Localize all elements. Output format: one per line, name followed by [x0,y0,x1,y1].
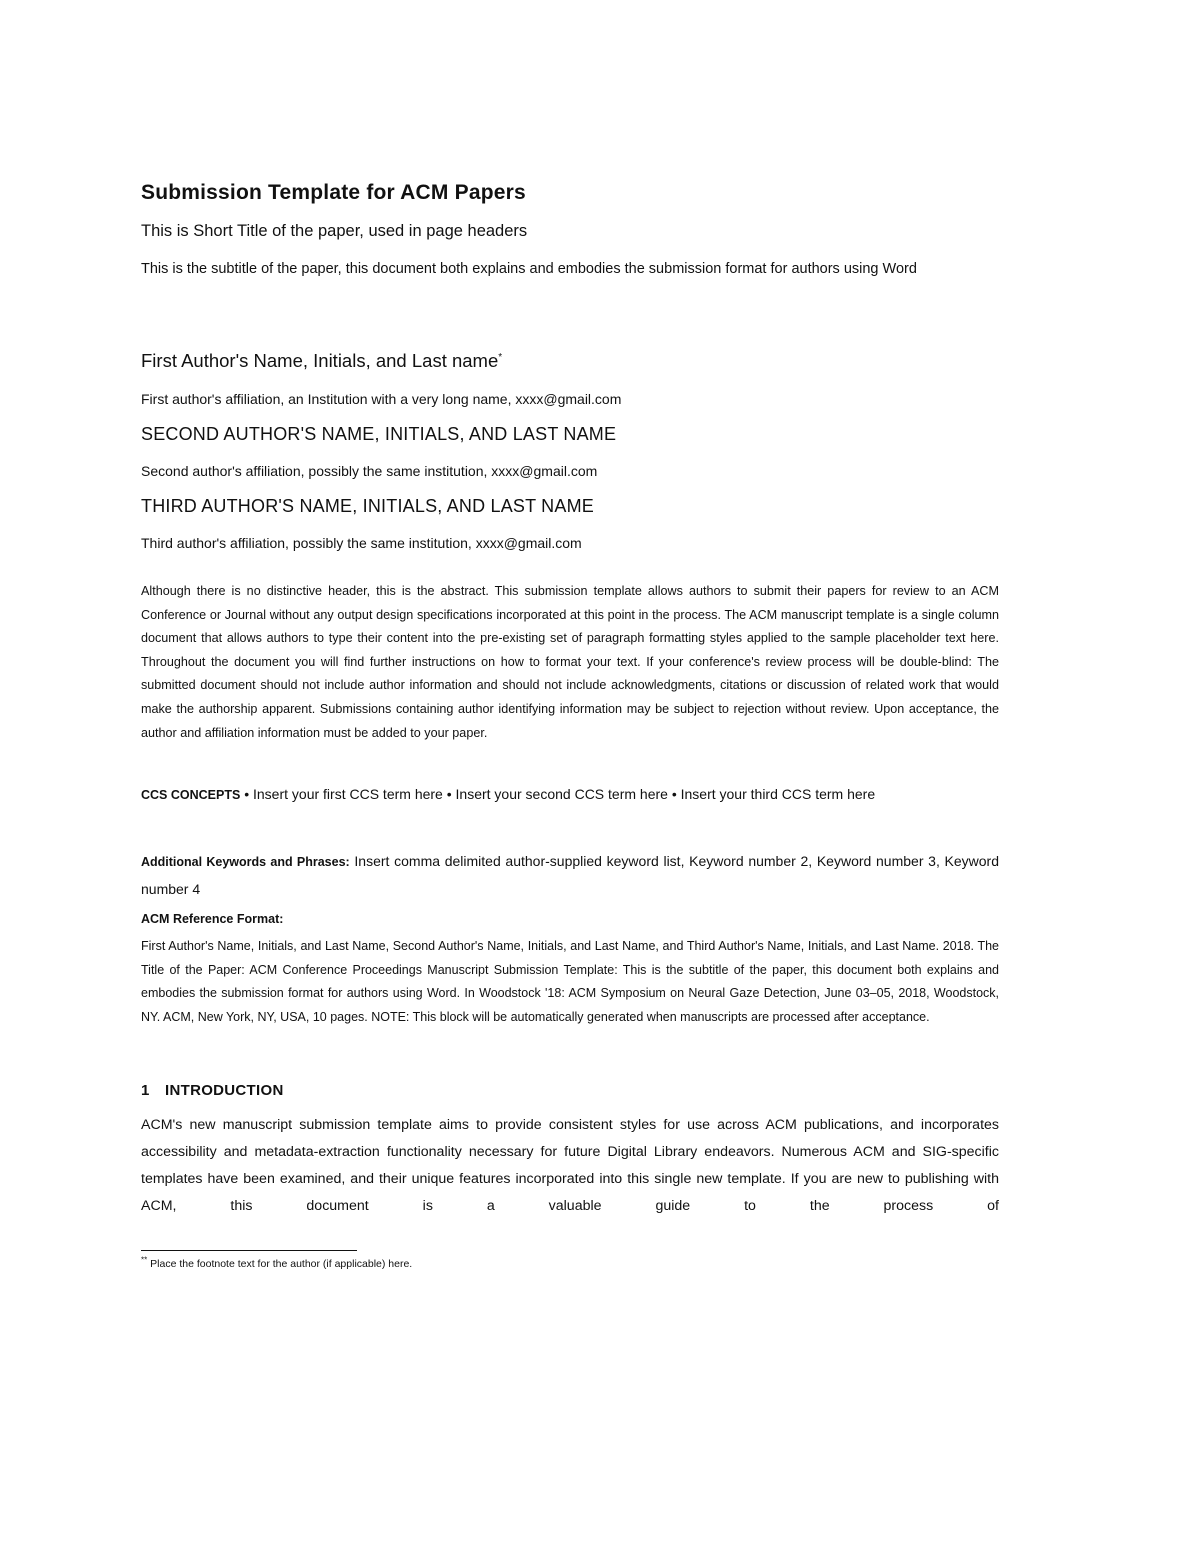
footnote-text: Place the footnote text for the author (if applicable) here. [147,1258,413,1270]
footnote [141,1255,999,1270]
paper-title: Submission Template for ACM Papers [141,181,526,204]
paper-page [141,0,999,1553]
author-name-2: SECOND AUTHOR'S NAME, INITIALS, AND LAST NAME [141,424,617,444]
ccs-concepts [141,782,999,808]
section-heading-introduction [141,1082,999,1099]
author-footnote-marker: * [498,351,503,363]
keywords-label: Additional Keywords and Phrases: [141,855,350,869]
footnote-divider [141,1250,357,1251]
subtitle: This is the subtitle of the paper, this document both explains and embodies the submission format for authors using Word [141,261,917,277]
reference-format-heading: ACM Reference Format: [141,912,284,926]
ccs-concepts-label: CCS CONCEPTS [141,788,241,802]
author-affiliation-2: Second author's affiliation, possibly the same institution, xxxx@gmail.com [141,463,598,479]
author-affiliation-3: Third author's affiliation, possibly the same institution, xxxx@gmail.com [141,535,582,551]
author-affiliation-1: First author's affiliation, an Institution with a very long name, xxxx@gmail.com [141,391,622,407]
short-title: This is Short Title of the paper, used in page headers [141,222,528,240]
author-name-1 [141,350,999,372]
author-name-3: THIRD AUTHOR'S NAME, INITIALS, AND LAST NAME [141,496,594,516]
ccs-concepts-text: • Insert your first CCS term here • Insert your second CCS term here • Insert your third CCS term here [240,786,876,802]
reference-format-text: First Author's Name, Initials, and Last Name, Second Author's Name, Initials, and Last Name, and Third Author's Name, Initials, and Last Name. 2018. The Title of the Paper: ACM Conference Proceedings Manuscript Submission Template: This is the subtitle of the paper, this document both explains and embodies the submission format for authors using Word. In Woodstock '18: ACM Symposium on Neural Gaze Detection, June 03–05, 2018, Woodstock, NY. ACM, New York, NY, USA, 10 pages. NOTE: This block will be automatically generated when manuscripts are processed after acceptance. [141,939,999,1024]
section-number: 1 [141,1082,150,1099]
author-name-1-text: First Author's Name, Initials, and Last name [141,350,499,371]
keywords [141,848,999,903]
keywords-text: Insert comma delimited author-supplied keyword list, Keyword number 2, Keyword number 3, Keyword number 4 [141,853,1000,897]
abstract: Although there is no distinctive header, this is the abstract. This submission template allows authors to submit their papers for review to an ACM Conference or Journal without any output design specifications incorporated at this point in the process. The ACM manuscript template is a single column document that allows authors to type their content into the pre-existing set of paragraph formatting styles applied to the sample placeholder text here. Throughout the document you will find further instructions on how to format your text. If your conference's review process will be double-blind: The submitted document should not include author information and should not include acknowledgments, citations or discussion of related work that would make the authorship apparent. Submissions containing author identifying information may be subject to rejection without review. Upon acceptance, the author and affiliation information must be added to your paper. [141,584,999,740]
introduction-paragraph: ACM's new manuscript submission template aims to provide consistent styles for use across ACM publications, and incorporates accessibility and metadata-extraction functionality necessary for future Digital Library endeavors. Numerous ACM and SIG-specific templates have been examined, and their unique features incorporated into this single new template. If you are new to publishing with ACM, this document is a valuable guide to the process of [141,1117,999,1214]
section-title: INTRODUCTION [165,1082,284,1099]
footnote-marker: ** [141,1255,148,1265]
